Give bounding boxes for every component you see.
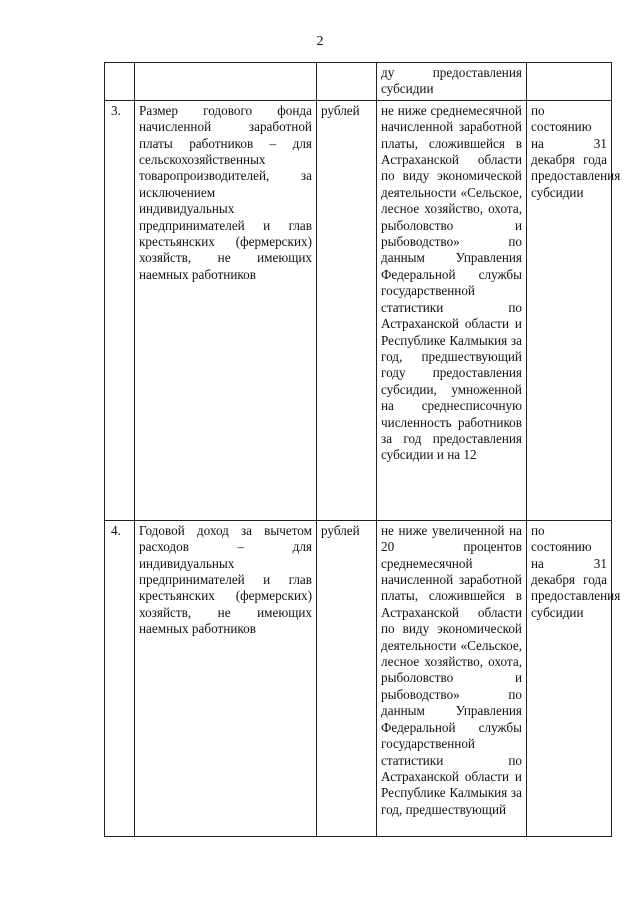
indicator-value: не ниже среднемесячной начисленной заработной платы, сложившейся в Астраханской области по виду экономической деятельности «Сельское, лесное хозяйство, охота, рыболовство и рыбоводство» по данным Управления Федеральной службы государственной статистики по Астраханской области и Республике Калмыкия за год, предшествующий году предоставления субсидии, умноженной на среднесписочную численность работников за год предоставления субсидии и на 12: [377, 100, 527, 520]
reporting-date: по состоянию на 31 декабря года предоставления субсидии: [527, 520, 612, 836]
row-number: 4.: [105, 520, 135, 836]
indicator-name: Годовой доход за вычетом расходов – для индивидуальных предпринимателей и глав крестьянских (фермерских) хозяйств, не имеющих наемных работников: [135, 520, 317, 836]
indicator-value: ду предоставления субсидии: [377, 63, 527, 101]
indicator-value: не ниже увеличенной на 20 процентов среднемесячной начисленной заработной платы, сложившейся в Астраханской области по виду экономической деятельности «Сельское, лесное хозяйство, охота, рыболовство и рыбоводство» по данным Управления Федеральной службы государственной статистики по Астраханской области и Республике Калмыкия за год, предшествующий: [377, 520, 527, 836]
unit-of-measure: рублей: [317, 520, 377, 836]
table-row: [105, 63, 612, 101]
row-number: 3.: [105, 100, 135, 520]
reporting-date: [527, 63, 612, 101]
table-row: [105, 100, 612, 520]
unit-of-measure: рублей: [317, 100, 377, 520]
indicator-name: [135, 63, 317, 101]
row-number: [105, 63, 135, 101]
page-number: 2: [316, 34, 324, 49]
table-row: [105, 520, 612, 836]
unit-of-measure: [317, 63, 377, 101]
indicator-name: Размер годового фонда начисленной заработной платы работников – для сельскохозяйственных товаропроизводителей, за исключением индивидуальных предпринимателей и глав крестьянских (фермерских) хозяйств, не имеющих наемных работников: [135, 100, 317, 520]
requirements-table: [104, 62, 621, 837]
reporting-date: по состоянию на 31 декабря года предоставления субсидии: [527, 100, 612, 520]
